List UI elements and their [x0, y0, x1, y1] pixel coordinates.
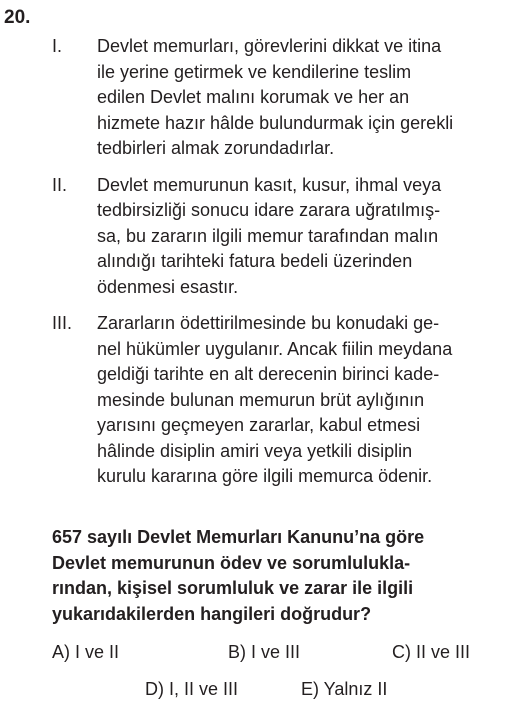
- statement-list: [0, 34, 515, 501]
- option-c[interactable]: C) II ve III: [392, 642, 471, 662]
- option-e[interactable]: E) Yalnız II: [301, 679, 388, 699]
- statement-1: [0, 34, 515, 162]
- question-number: 20.: [4, 7, 31, 28]
- statement-1-text: Devlet memurları, görevlerini dikkat ve itina ile yerine getirmek ve kendilerine teslim edilen Devlet malını korumak ve her an hizmete hazır hâlde bulundurmak için gerekli tedbirleri almak zorundadırlar.: [97, 36, 454, 158]
- statement-1-label: I.: [52, 36, 63, 56]
- statement-2-label: II.: [52, 174, 68, 195]
- option-a[interactable]: A) I ve II: [52, 642, 120, 662]
- question-text: 657 sayılı Devlet Memurları Kanunu’na göre Devlet memurunun ödev ve sorumlulukla- rından, kişisel sorumluluk ve zarar ile ilgili yukarıdakilerden hangileri doğrudur?: [52, 527, 425, 624]
- option-d[interactable]: D) I, II ve III: [145, 679, 239, 699]
- statement-2-text: Devlet memurunun kasıt, kusur, ihmal veya tedbirsizliği sonucu idare zarara uğratılmış- sa, bu zararın ilgili memur tarafından malın alındığı tarihteki fatura bedeli üzerinden ödenmesi esastır.: [97, 174, 442, 297]
- statement-3-label: III.: [52, 313, 73, 333]
- statement-3: [0, 311, 515, 490]
- statement-3-text: Zararların ödettirilmesinde bu konudaki ge- nel hükümler uygulanır. Ancak fiilin meydana geldiği tarihte en alt derecenin birinci kade- mesinde bulunan memurun brüt aylığının yarısını geçmeyen zararlar, kabul etmesi hâlinde disiplin amiri veya yetkili disiplin kurulu kararına göre ilgili memurca ödenir.: [97, 313, 453, 486]
- option-b[interactable]: B) I ve III: [228, 642, 301, 662]
- statement-2: [0, 173, 515, 301]
